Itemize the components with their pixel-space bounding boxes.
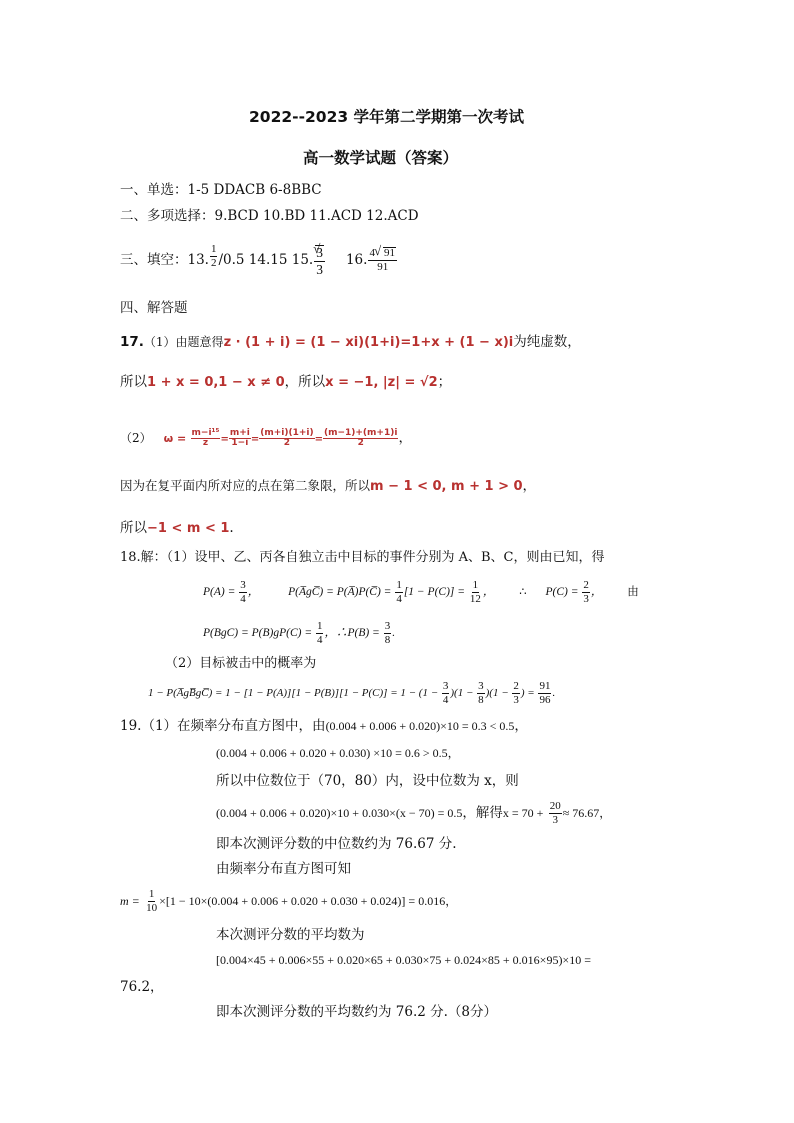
- omega-frac-1: [191, 429, 221, 448]
- frac-num: m−i¹⁵: [191, 428, 220, 438]
- omega-frac-4: [323, 429, 398, 448]
- q18-pac: P(A̅gC̅) = P(A̅)P(C̅) =: [288, 586, 392, 598]
- q19-line3: 所以中位数位于（70，80）内，设中位数为 x，则: [216, 773, 519, 789]
- q17-part2: （2）: [120, 431, 152, 445]
- frac-num-16: [368, 247, 397, 261]
- q17-line4: [120, 476, 536, 497]
- q17-formula-cond: 1 + x = 0,1 − x ≠ 0: [147, 375, 285, 390]
- fill-text-14-15: /0.5 14.15 15.: [218, 252, 314, 268]
- frac-num: 2: [513, 679, 519, 692]
- q19-line5: 即本次测评分数的中位数约为 76.67 分.: [216, 836, 457, 852]
- q18-line3: [203, 616, 395, 650]
- equals: =: [220, 434, 229, 445]
- q18-eq: ) =: [520, 687, 535, 699]
- q19-m: m =: [120, 894, 140, 908]
- exam-subtitle: 高一数学试题（答案）: [303, 149, 459, 167]
- frac-num: 3: [442, 679, 449, 692]
- q18-paren2: )(1 −: [485, 687, 509, 699]
- frac-num: 3: [478, 679, 484, 692]
- q17-comma: ，: [398, 430, 412, 446]
- frac-34: [442, 681, 450, 706]
- coef-16: 4: [369, 247, 375, 259]
- frac-pc: [582, 580, 590, 605]
- q17-formula-quadrant: m − 1 < 0, m + 1 > 0: [370, 479, 523, 494]
- q19-line4: [216, 796, 611, 830]
- q18-pa: P(A) =: [203, 586, 236, 598]
- q19-solve: ，解得: [462, 805, 503, 821]
- q17-semicolon: ；: [437, 374, 452, 390]
- q19-median-eq: (0.004 + 0.006 + 0.020)×10 + 0.030×(x − 70) = 0.5: [216, 806, 463, 820]
- q18-from: 由: [627, 584, 639, 598]
- q17-text-b: 为纯虚数，: [513, 334, 581, 350]
- fraction-15: [314, 245, 325, 276]
- q17-so2: ，所以: [284, 374, 326, 390]
- q19-intro: 19.（1）在频率分布直方图中，由: [120, 718, 326, 734]
- q19-expr1: (0.004 + 0.006 + 0.020)×10 = 0.3 < 0.5: [325, 719, 515, 733]
- q17-text: （1）由题意得: [143, 335, 224, 349]
- frac-den: 8: [478, 693, 484, 706]
- section-single-choice: 一、单选：1-5 DDACB 6-8BBC: [120, 182, 322, 198]
- frac-pa: [239, 580, 247, 605]
- q17-quadrant-text: 因为在复平面内所对应的点在第二象限，所以: [120, 478, 371, 493]
- q18-paren: )(1 −: [450, 687, 474, 699]
- q19-m-expr: ×[1 − 10×(0.004 + 0.006 + 0.020 + 0.030 + 0.024)] = 0.016，: [159, 894, 458, 908]
- fraction-13: [210, 244, 218, 269]
- frac-pbc: [316, 621, 324, 646]
- frac-num: 1: [316, 619, 323, 632]
- frac-23: [512, 681, 520, 706]
- frac-num: 1: [210, 243, 217, 255]
- q19-line6: 由频率分布直方图可知: [216, 861, 351, 877]
- fill-label-16: 16.: [345, 252, 368, 268]
- fraction-16: [368, 247, 397, 273]
- frac-num: (m−1)+(m+1)i: [323, 428, 398, 438]
- q18-pbc: P(BgC) = P(B)gP(C) =: [203, 627, 313, 639]
- q17-period: .: [229, 520, 234, 536]
- q18-line5: [148, 676, 555, 710]
- frac-pac: [395, 580, 403, 605]
- q18-pc-bracket: [1 − P(C)] =: [403, 586, 466, 598]
- frac-den: 3: [552, 814, 558, 826]
- q17-omega: ω =: [163, 432, 187, 445]
- section-multi-choice: 二、多项选择：9.BCD 10.BD 11.ACD 12.ACD: [120, 208, 419, 224]
- q17-comma2: ，: [522, 478, 537, 494]
- frac-num: 1: [148, 888, 155, 900]
- frac-den: 4: [396, 592, 402, 605]
- q17-line3: [120, 420, 412, 458]
- frac-den: 91: [377, 261, 389, 273]
- frac-110: [145, 889, 158, 914]
- sqrt-16: [375, 247, 396, 259]
- q17-line2: [120, 372, 451, 393]
- q17-so3: 所以: [120, 520, 147, 536]
- q19-line8: 本次测评分数的平均数为: [216, 927, 365, 943]
- q17-number: 17.: [120, 334, 144, 350]
- q17-line5: [120, 518, 234, 539]
- q18-prob-expr: 1 − P(A̅gB̅gC̅) = 1 − [1 − P(A)][1 − P(B)][1 − P(C)] = 1 − (1 −: [148, 687, 439, 699]
- frac-den: 4: [442, 693, 449, 706]
- frac-den: 96: [539, 693, 551, 706]
- q17-formula-range: −1 < m < 1: [147, 521, 230, 536]
- frac-num: 3: [316, 245, 323, 260]
- frac-112: [469, 580, 482, 605]
- frac-num: 3: [384, 619, 391, 632]
- q19-approx: ≈ 76.67，: [562, 806, 612, 820]
- q19-line10: 76.2，: [120, 979, 164, 995]
- frac-num: 91: [539, 679, 551, 692]
- q19-line9: [0.004×45 + 0.006×55 + 0.020×65 + 0.030×75 + 0.024×85 + 0.016×95)×10 =: [216, 953, 591, 967]
- frac-den: 10: [146, 902, 158, 914]
- q19-line1: [120, 716, 528, 736]
- q19-line2: (0.004 + 0.006 + 0.020 + 0.030) ×10 = 0.6 > 0.5，: [216, 746, 460, 760]
- frac-num: m+i: [229, 428, 250, 438]
- q19-line11: 即本次测评分数的平均数约为 76.2 分.（8分）: [216, 1004, 498, 1020]
- equals: =: [314, 434, 323, 445]
- section-solutions: 四、解答题: [120, 300, 188, 316]
- radicand-16: 91: [383, 247, 395, 259]
- frac-den: 2: [357, 438, 364, 448]
- q18-line1: 18.解：（1）设甲、乙、丙各自独立击中目标的事件分别为 A、B、C，则由已知，得: [120, 550, 605, 565]
- q17-line1: [120, 332, 581, 353]
- frac-den: 3: [513, 693, 519, 706]
- q18-pc: P(C) =: [545, 586, 579, 598]
- fill-label: 三、填空：13.: [120, 252, 209, 268]
- q18-line2: P(A) = $\frac{3}{4}$ ， P(A̅gC̅) = P(A̅)P(C̅) = $\frac{1}{4}$ [1 − P(C)] = $\frac{1}{12}$ ， ∴ P(C) = $\frac{2}{3}$ ， 由: [203, 578, 639, 605]
- frac-den: 2: [283, 438, 291, 448]
- frac-203: [549, 801, 562, 826]
- frac-den: 12: [469, 592, 481, 605]
- exam-title: 2022--2023 学年第二学期第一次考试: [249, 108, 525, 126]
- q18-line4: （2）目标被击中的概率为: [165, 656, 317, 671]
- frac-den: z: [202, 438, 209, 448]
- q18-period2: .: [552, 687, 556, 699]
- frac-num: (m+i)(1+i): [260, 428, 314, 438]
- omega-frac-3: [259, 429, 314, 448]
- frac-num: 1: [472, 578, 479, 591]
- frac-den: 3: [583, 592, 589, 605]
- frac-num: 20: [549, 800, 561, 812]
- frac-num: 1: [396, 578, 402, 591]
- equals: =: [250, 434, 260, 445]
- q17-so: 所以: [120, 374, 147, 390]
- frac-pb: [384, 621, 392, 646]
- frac-den: 8: [384, 633, 391, 646]
- q18-pb: ，∴P(B) =: [324, 627, 380, 639]
- frac-den: 2: [210, 257, 217, 269]
- q17-formula-z: z · (1 + i) = (1 − xi)(1+i)=1+x + (1 − x)i: [223, 335, 514, 350]
- therefore-symbol: ∴: [519, 586, 527, 598]
- section-fill-blank: [120, 238, 398, 282]
- frac-38: [477, 681, 485, 706]
- frac-num: 3: [240, 578, 246, 591]
- sqrt-15: [314, 245, 325, 262]
- q19-x: x = 70 +: [502, 806, 544, 820]
- q19-comma: ，: [514, 718, 528, 734]
- q19-line7: [120, 884, 457, 918]
- frac-num: 2: [583, 578, 589, 591]
- omega-frac-2: [229, 429, 251, 448]
- frac-den: 4: [316, 633, 323, 646]
- frac-den: 1−i: [231, 438, 249, 448]
- q17-formula-result: x = −1, |z| = √2: [325, 375, 438, 390]
- frac-9196: [538, 681, 551, 706]
- q18-period: .: [392, 627, 396, 639]
- frac-den: 3: [316, 261, 323, 277]
- frac-den: 4: [240, 592, 246, 605]
